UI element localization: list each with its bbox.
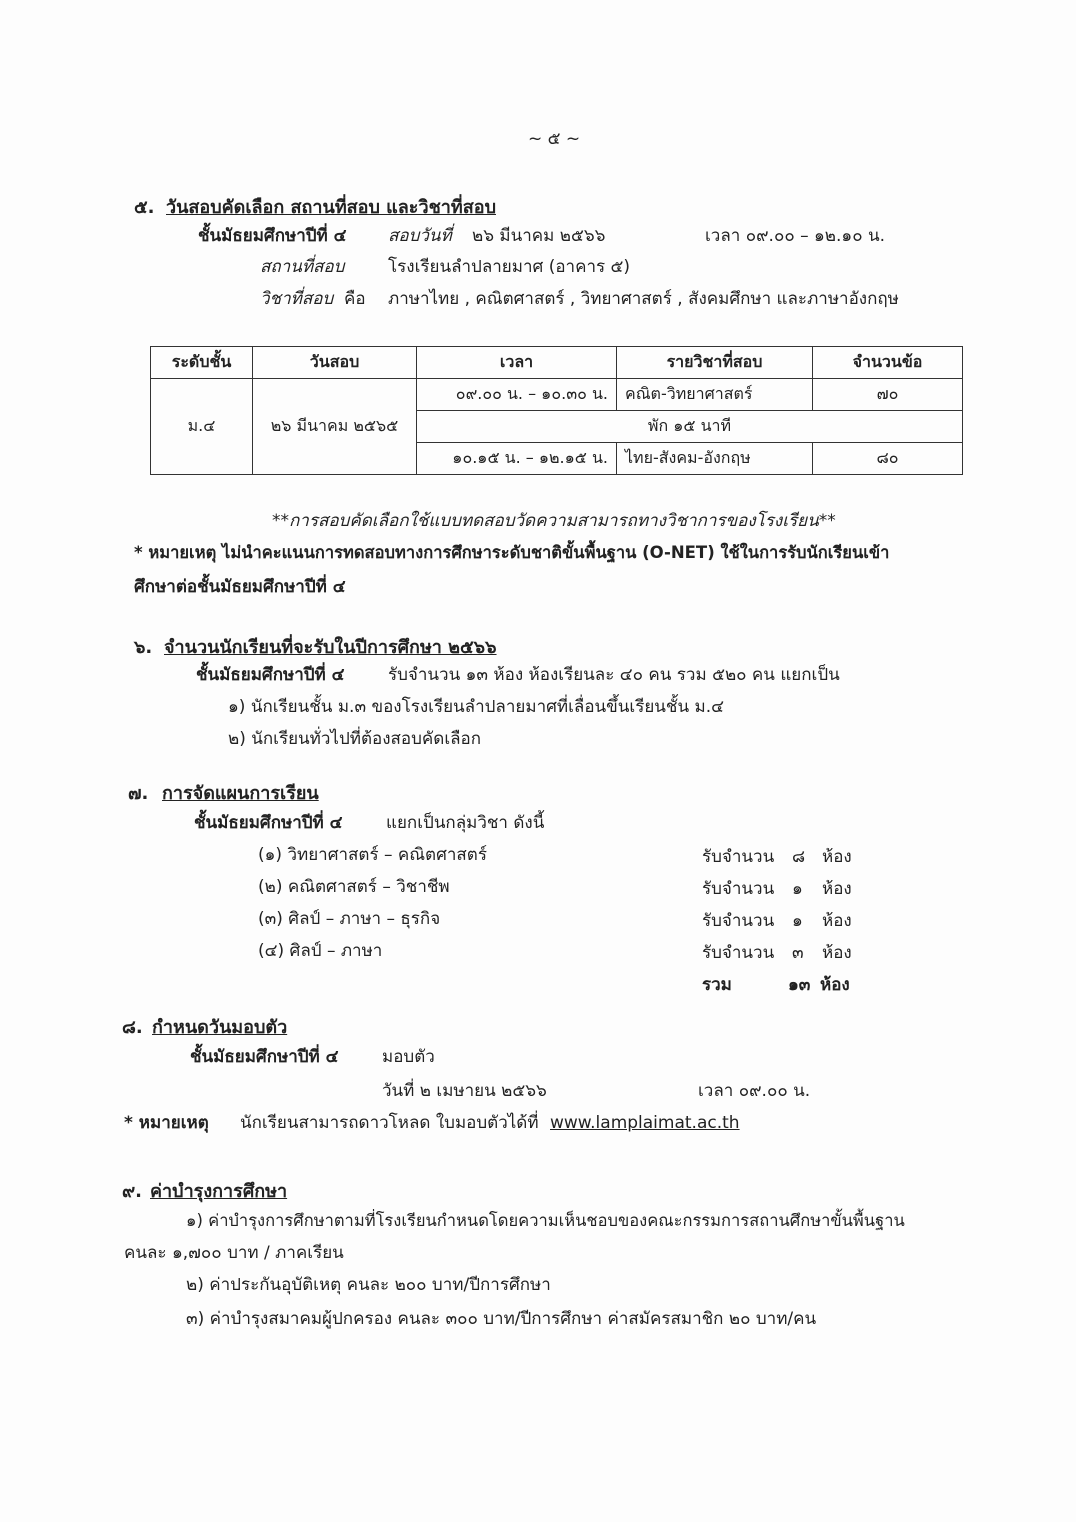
table-header-row bbox=[151, 347, 963, 379]
plan-recv: รับจำนวน bbox=[702, 879, 775, 899]
s8-level: ชั้นมัธยมศึกษาปีที่ ๔ bbox=[190, 1047, 339, 1067]
plan-name: (๔) ศิลป์ – ภาษา bbox=[258, 941, 383, 961]
s5-time: เวลา ๐๙.๐๐ – ๑๒.๑๐ น. bbox=[705, 226, 886, 246]
s8-note-text: นักเรียนสามารถดาวโหลด ใบมอบตัวได้ที่ bbox=[240, 1113, 539, 1133]
plan-unit: ห้อง bbox=[822, 847, 852, 867]
table-cell-count: ๗๐ bbox=[813, 379, 963, 411]
plan-recv: รับจำนวน bbox=[702, 943, 775, 963]
s5-subject-value: ภาษาไทย , คณิตศาสตร์ , วิทยาศาสตร์ , สังคมศึกษา และภาษาอังกฤษ bbox=[388, 289, 899, 309]
table-cell-subject: ไทย-สังคม-อังกฤษ bbox=[617, 443, 813, 475]
section-6-title: จำนวนนักเรียนที่จะรับในปีการศึกษา ๒๕๖๖ bbox=[164, 637, 497, 658]
s8-detail: มอบตัว bbox=[382, 1047, 435, 1067]
s5-date-value: ๒๖ มีนาคม ๒๕๖๖ bbox=[472, 226, 606, 246]
s9-item2: ๒) ค่าประกันอุบัติเหตุ คนละ ๒๐๐ บาท/ปีการศึกษา bbox=[186, 1275, 551, 1295]
plan-recv: รับจำนวน bbox=[702, 847, 775, 867]
s8-note-label: * หมายเหตุ bbox=[124, 1113, 209, 1133]
plan-qty: ๓ bbox=[792, 943, 804, 963]
s8-time: เวลา ๐๙.๐๐ น. bbox=[698, 1081, 811, 1101]
table-cell-time: ๑๐.๑๕ น. – ๑๒.๑๕ น. bbox=[417, 443, 617, 475]
plan-unit: ห้อง bbox=[822, 911, 852, 931]
s5-note-italic: **การสอบคัดเลือกใช้แบบทดสอบวัดความสามารถทางวิชาการของโรงเรียน** bbox=[272, 511, 836, 531]
registration-link[interactable]: www.lamplaimat.ac.th bbox=[550, 1113, 740, 1133]
table-header: จำนวนข้อ bbox=[813, 347, 963, 379]
exam-schedule-table bbox=[150, 346, 963, 475]
table-row bbox=[151, 379, 963, 411]
s5-level: ชั้นมัธยมศึกษาปีที่ ๔ bbox=[198, 226, 347, 246]
s9-item3: ๓) ค่าบำรุงสมาคมผู้ปกครอง คนละ ๓๐๐ บาท/ปีการศึกษา ค่าสมัครสมาชิก ๒๐ บาท/คน bbox=[186, 1309, 817, 1329]
plan-name: (๒) คณิตศาสตร์ – วิชาชีพ bbox=[258, 877, 450, 897]
plan-total-unit: ห้อง bbox=[820, 975, 850, 995]
s6-level: ชั้นมัธยมศึกษาปีที่ ๔ bbox=[196, 665, 345, 685]
plan-recv: รับจำนวน bbox=[702, 911, 775, 931]
table-header: ระดับชั้น bbox=[151, 347, 253, 379]
section-9-title: ค่าบำรุงการศึกษา bbox=[150, 1181, 288, 1202]
s6-detail: รับจำนวน ๑๓ ห้อง ห้องเรียนละ ๔๐ คน รวม ๕๒๐ คน แยกเป็น bbox=[388, 665, 840, 685]
section-8-number: ๘. bbox=[122, 1017, 143, 1038]
plan-qty: ๘ bbox=[792, 847, 806, 867]
s5-note-line2: ศึกษาต่อชั้นมัธยมศึกษาปีที่ ๔ bbox=[134, 577, 346, 597]
table-cell-count: ๘๐ bbox=[813, 443, 963, 475]
table-cell-date: ๒๖ มีนาคม ๒๕๖๕ bbox=[253, 379, 417, 475]
s5-subject-label: วิชาที่สอบ bbox=[260, 289, 334, 309]
s9-item1b: คนละ ๑,๗๐๐ บาท / ภาคเรียน bbox=[124, 1243, 344, 1263]
section-8-title: กำหนดวันมอบตัว bbox=[152, 1017, 288, 1038]
s6-item1: ๑) นักเรียนชั้น ม.๓ ของโรงเรียนลำปลายมาศที่เลื่อนขึ้นเรียนชั้น ม.๔ bbox=[228, 697, 724, 717]
plan-qty: ๑ bbox=[792, 911, 803, 931]
section-5-number: ๕. bbox=[134, 197, 155, 218]
section-7-number: ๗. bbox=[128, 783, 149, 804]
s7-level: ชั้นมัธยมศึกษาปีที่ ๔ bbox=[194, 813, 343, 833]
s5-place-label: สถานที่สอบ bbox=[260, 257, 345, 277]
s7-detail: แยกเป็นกลุ่มวิชา ดังนี้ bbox=[386, 813, 545, 833]
table-cell-subject: คณิต-วิทยาศาสตร์ bbox=[617, 379, 813, 411]
section-9-number: ๙. bbox=[122, 1181, 143, 1202]
s8-date: วันที่ ๒ เมษายน ๒๕๖๖ bbox=[382, 1081, 547, 1101]
plan-unit: ห้อง bbox=[822, 879, 852, 899]
s9-item1a: ๑) ค่าบำรุงการศึกษาตามที่โรงเรียนกำหนดโดยความเห็นชอบของคณะกรรมการสถานศึกษาขั้นพื้นฐาน bbox=[186, 1211, 905, 1230]
table-cell-level: ม.๔ bbox=[151, 379, 253, 475]
plan-name: (๑) วิทยาศาสตร์ – คณิตศาสตร์ bbox=[258, 845, 487, 865]
plan-name: (๓) ศิลป์ – ภาษา – ธุรกิจ bbox=[258, 909, 441, 929]
page-number: ~ ๕ ~ bbox=[528, 129, 581, 149]
table-header: เวลา bbox=[417, 347, 617, 379]
s5-place-value: โรงเรียนลำปลายมาศ (อาคาร ๕) bbox=[388, 257, 631, 277]
table-cell-break: พัก ๑๕ นาที bbox=[417, 411, 963, 443]
table-cell-time: ๐๙.๐๐ น. – ๑๐.๓๐ น. bbox=[417, 379, 617, 411]
s5-note-line1: * หมายเหตุ ไม่นำคะแนนการทดสอบทางการศึกษาระดับชาติขั้นพื้นฐาน (O-NET) ใช้ในการรับนักเรียนเข้า bbox=[134, 543, 890, 562]
plan-unit: ห้อง bbox=[822, 943, 852, 963]
plan-total-qty: ๑๓ bbox=[788, 975, 811, 995]
section-5-title: วันสอบคัดเลือก สถานที่สอบ และวิชาที่สอบ bbox=[166, 197, 496, 218]
s6-item2: ๒) นักเรียนทั่วไปที่ต้องสอบคัดเลือก bbox=[228, 729, 482, 749]
plan-qty: ๑ bbox=[792, 879, 803, 899]
table-header: วันสอบ bbox=[253, 347, 417, 379]
s5-date-label: สอบวันที่ bbox=[388, 226, 452, 246]
plan-total-label: รวม bbox=[702, 975, 732, 995]
table-header: รายวิชาที่สอบ bbox=[617, 347, 813, 379]
section-6-number: ๖. bbox=[134, 637, 153, 658]
section-7-title: การจัดแผนการเรียน bbox=[162, 783, 319, 804]
s5-subject-is: คือ bbox=[344, 289, 366, 309]
